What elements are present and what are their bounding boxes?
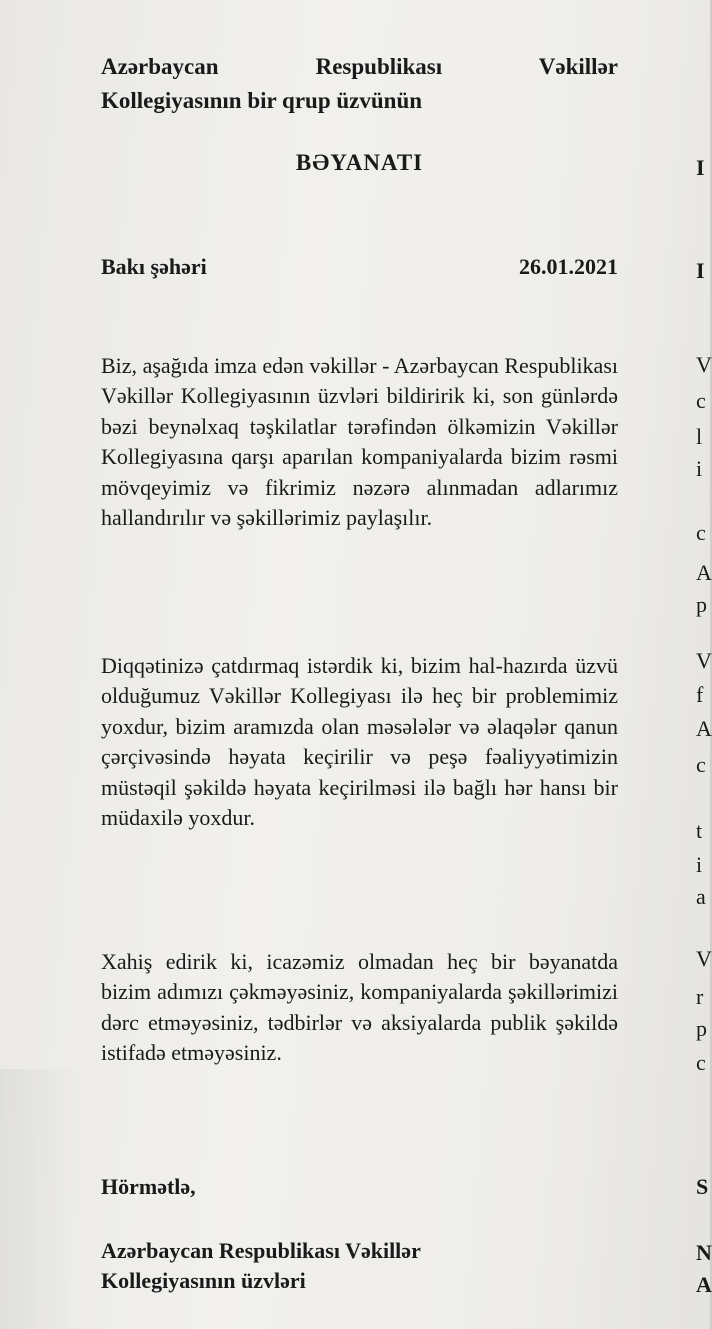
document-title: BƏYANATI <box>295 150 424 175</box>
right-page-fragment: I <box>696 155 705 180</box>
signature-line-2: Kollegiyasının üzvləri <box>101 1268 306 1293</box>
place-label: Bakı şəhəri <box>101 254 207 279</box>
paragraph-3: Xahiş edirik ki, icazəmiz olmadan heç bir bəyanatda bizim adımızı çəkməyəsiniz, kompaniyalarda şəkillərimizi dərc etməyəsiniz, tədbirlər və aksiyalarda publik şəkildə istifadə etməyəsiniz. <box>101 949 618 1066</box>
closing-salutation: Hörmətlə, <box>101 1174 196 1199</box>
right-page-fragment: f <box>696 682 704 707</box>
right-page-fragment: l <box>696 424 703 449</box>
right-page-fragment: A <box>696 560 712 585</box>
right-page-fragment: N <box>696 1240 712 1265</box>
right-page-fragment: t <box>696 818 703 843</box>
right-page-fragment: V <box>696 946 712 971</box>
right-page-fragment: c <box>696 388 706 413</box>
right-page-fragment: p <box>696 1016 707 1041</box>
right-page-fragment: c <box>696 1050 706 1075</box>
right-page-fragment: a <box>696 884 706 909</box>
page-shadow <box>0 1069 80 1329</box>
right-page-fragment: i <box>696 852 703 877</box>
right-page-fragment: r <box>696 984 704 1009</box>
date-label: 26.01.2021 <box>519 254 618 279</box>
right-page-fragment: c <box>696 520 706 545</box>
document-header <box>101 50 618 118</box>
place-date-row <box>101 254 618 280</box>
right-page-fragment: V <box>696 352 712 377</box>
right-page-fragment: V <box>696 648 712 673</box>
right-page-fragment: A <box>696 1272 712 1297</box>
header-line-1: Azərbaycan Respublikası Vəkillər <box>101 54 618 79</box>
header-line-2: Kollegiyasının bir qrup üzvünün <box>101 88 423 113</box>
right-page-fragment: i <box>696 456 703 481</box>
right-page-fragment: A <box>696 716 712 741</box>
right-page-edge <box>690 0 710 1329</box>
signature-block <box>101 1236 531 1296</box>
right-page-fragment: I <box>696 258 705 283</box>
paragraph-1: Biz, aşağıda imza edən vəkillər - Azərbaycan Respublikası Vəkillər Kollegiyasının üzvləri bildiririk ki, son günlərdə bəzi beynəlxaq təşkilatlar tərəfindən ölkəmizin Vəkillər Kollegiyasına qarşı aparılan kompaniyalarda bizim rəsmi mövqeyimiz və fikrimiz nəzərə alınmadan adlarımız hallandırılır və şəkillərimiz paylaşılır. <box>101 353 618 531</box>
right-page-fragment: p <box>696 592 707 617</box>
right-page-fragment: S <box>696 1174 709 1199</box>
signature-line-1: Azərbaycan Respublikası Vəkillər <box>101 1238 421 1263</box>
right-page-fragment: c <box>696 752 706 777</box>
paragraph-2: Diqqətinizə çatdırmaq istərdik ki, bizim hal-hazırda üzvü olduğumuz Vəkillər Kollegiyası ilə heç bir problemimiz yoxdur, bizim aramızda olan məsələlər və əlaqələr qanun çərçivəsində həyata keçirilir və peşə fəaliyyətimizin müstəqil şəkildə həyata keçirilməsi ilə bağlı hər hansı bir müdaxilə yoxdur. <box>101 653 618 831</box>
